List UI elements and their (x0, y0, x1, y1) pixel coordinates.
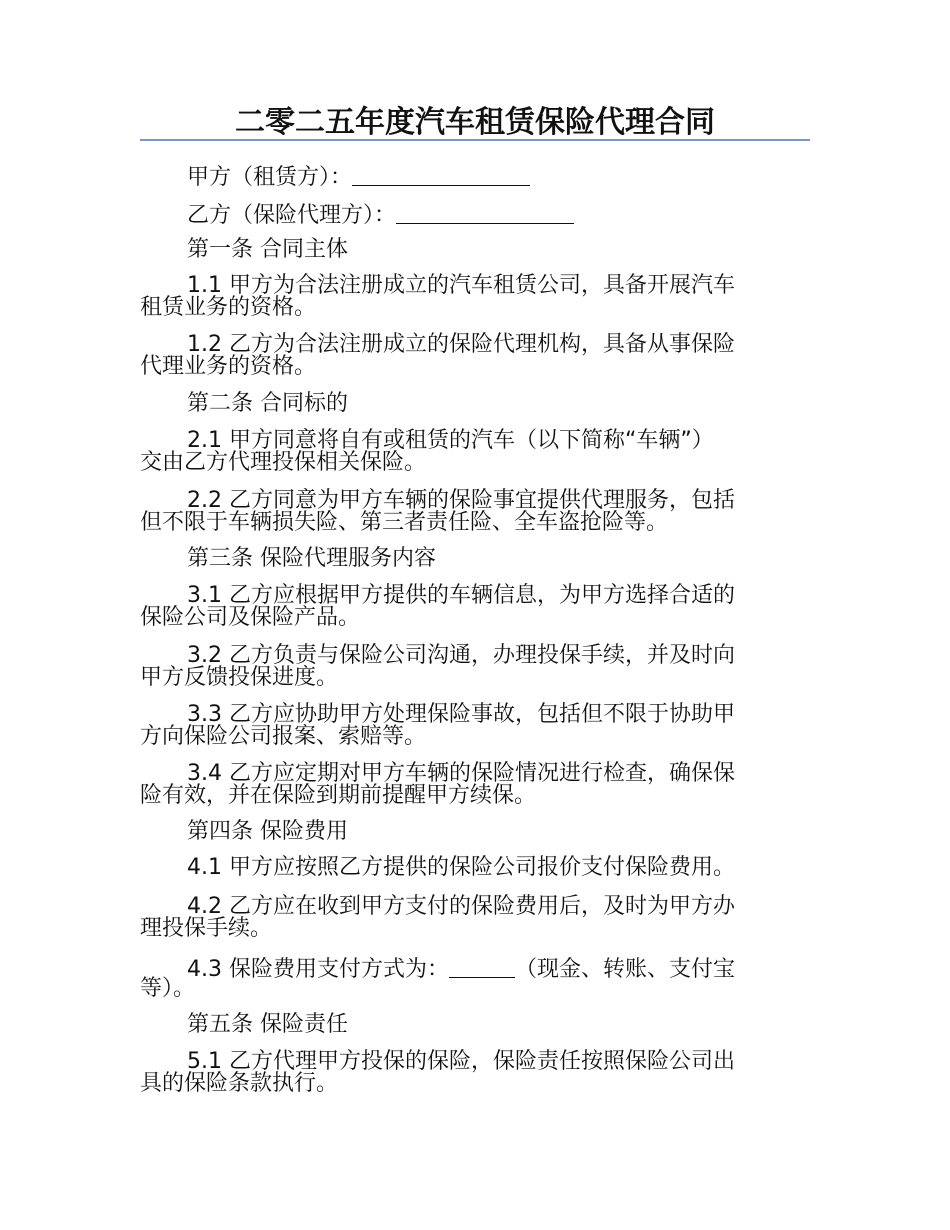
clause-3-3: 3.3 乙方应协助甲方处理保险事故，包括但不限于协助甲 (187, 702, 735, 727)
clause-4-3-cont: 等）。 (140, 976, 196, 1001)
clause-3-2: 3.2 乙方负责与保险公司沟通，办理投保手续，并及时向 (187, 643, 735, 668)
article-1-heading: 第一条 合同主体 (187, 237, 348, 262)
payment-label: 4.3 保险费用支付方式为： (187, 957, 449, 982)
clause-3-1-cont: 保险公司及保险产品。 (140, 605, 361, 630)
clause-4-2-cont: 理投保手续。 (140, 916, 273, 941)
clause-1-1-cont: 租赁业务的资格。 (140, 295, 317, 320)
clause-3-3-cont: 方向保险公司报案、索赔等。 (140, 724, 427, 749)
party-a-line (140, 163, 810, 190)
article-4-heading: 第四条 保险费用 (187, 819, 348, 844)
clause-5-1: 5.1 乙方代理甲方投保的保险，保险责任按照保险公司出 (187, 1049, 735, 1074)
party-a-blank[interactable] (352, 163, 530, 186)
party-a-label: 甲方（租赁方）： (187, 165, 353, 190)
clause-2-1-cont: 交由乙方代理投保相关保险。 (140, 450, 427, 475)
payment-method-blank[interactable] (449, 955, 515, 978)
clause-1-1: 1.1 甲方为合法注册成立的汽车租赁公司，具备开展汽车 (187, 273, 735, 298)
clause-2-2-cont: 但不限于车辆损失险、第三者责任险、全车盗抢险等。 (140, 510, 669, 535)
clause-5-1-cont: 具的保险条款执行。 (140, 1071, 339, 1096)
payment-options: （现金、转账、支付宝 (514, 957, 735, 982)
clause-2-1: 2.1 甲方同意将自有或租赁的汽车（以下简称“车辆”） (187, 428, 714, 453)
clause-3-4-cont: 险有效，并在保险到期前提醒甲方续保。 (140, 783, 537, 808)
title-underline (140, 139, 810, 141)
clause-2-2: 2.2 乙方同意为甲方车辆的保险事宜提供代理服务，包括 (187, 488, 735, 513)
clause-3-4: 3.4 乙方应定期对甲方车辆的保险情况进行检查，确保保 (187, 761, 735, 786)
party-b-label: 乙方（保险代理方）： (187, 203, 397, 228)
clause-4-2: 4.2 乙方应在收到甲方支付的保险费用后，及时为甲方办 (187, 894, 735, 919)
clause-4-1: 4.1 甲方应按照乙方提供的保险公司报价支付保险费用。 (187, 855, 735, 880)
party-b-line (140, 201, 810, 228)
clause-1-2: 1.2 乙方为合法注册成立的保险代理机构，具备从事保险 (187, 332, 735, 357)
article-5-heading: 第五条 保险责任 (187, 1012, 348, 1037)
party-b-blank[interactable] (396, 201, 574, 224)
clause-3-2-cont: 甲方反馈投保进度。 (140, 665, 339, 690)
article-2-heading: 第二条 合同标的 (187, 391, 348, 416)
article-3-heading: 第三条 保险代理服务内容 (187, 546, 436, 571)
clause-3-1: 3.1 乙方应根据甲方提供的车辆信息，为甲方选择合适的 (187, 583, 735, 608)
document-title: 二零二五年度汽车租赁保险代理合同 (235, 105, 715, 140)
clause-1-2-cont: 代理业务的资格。 (140, 354, 317, 379)
